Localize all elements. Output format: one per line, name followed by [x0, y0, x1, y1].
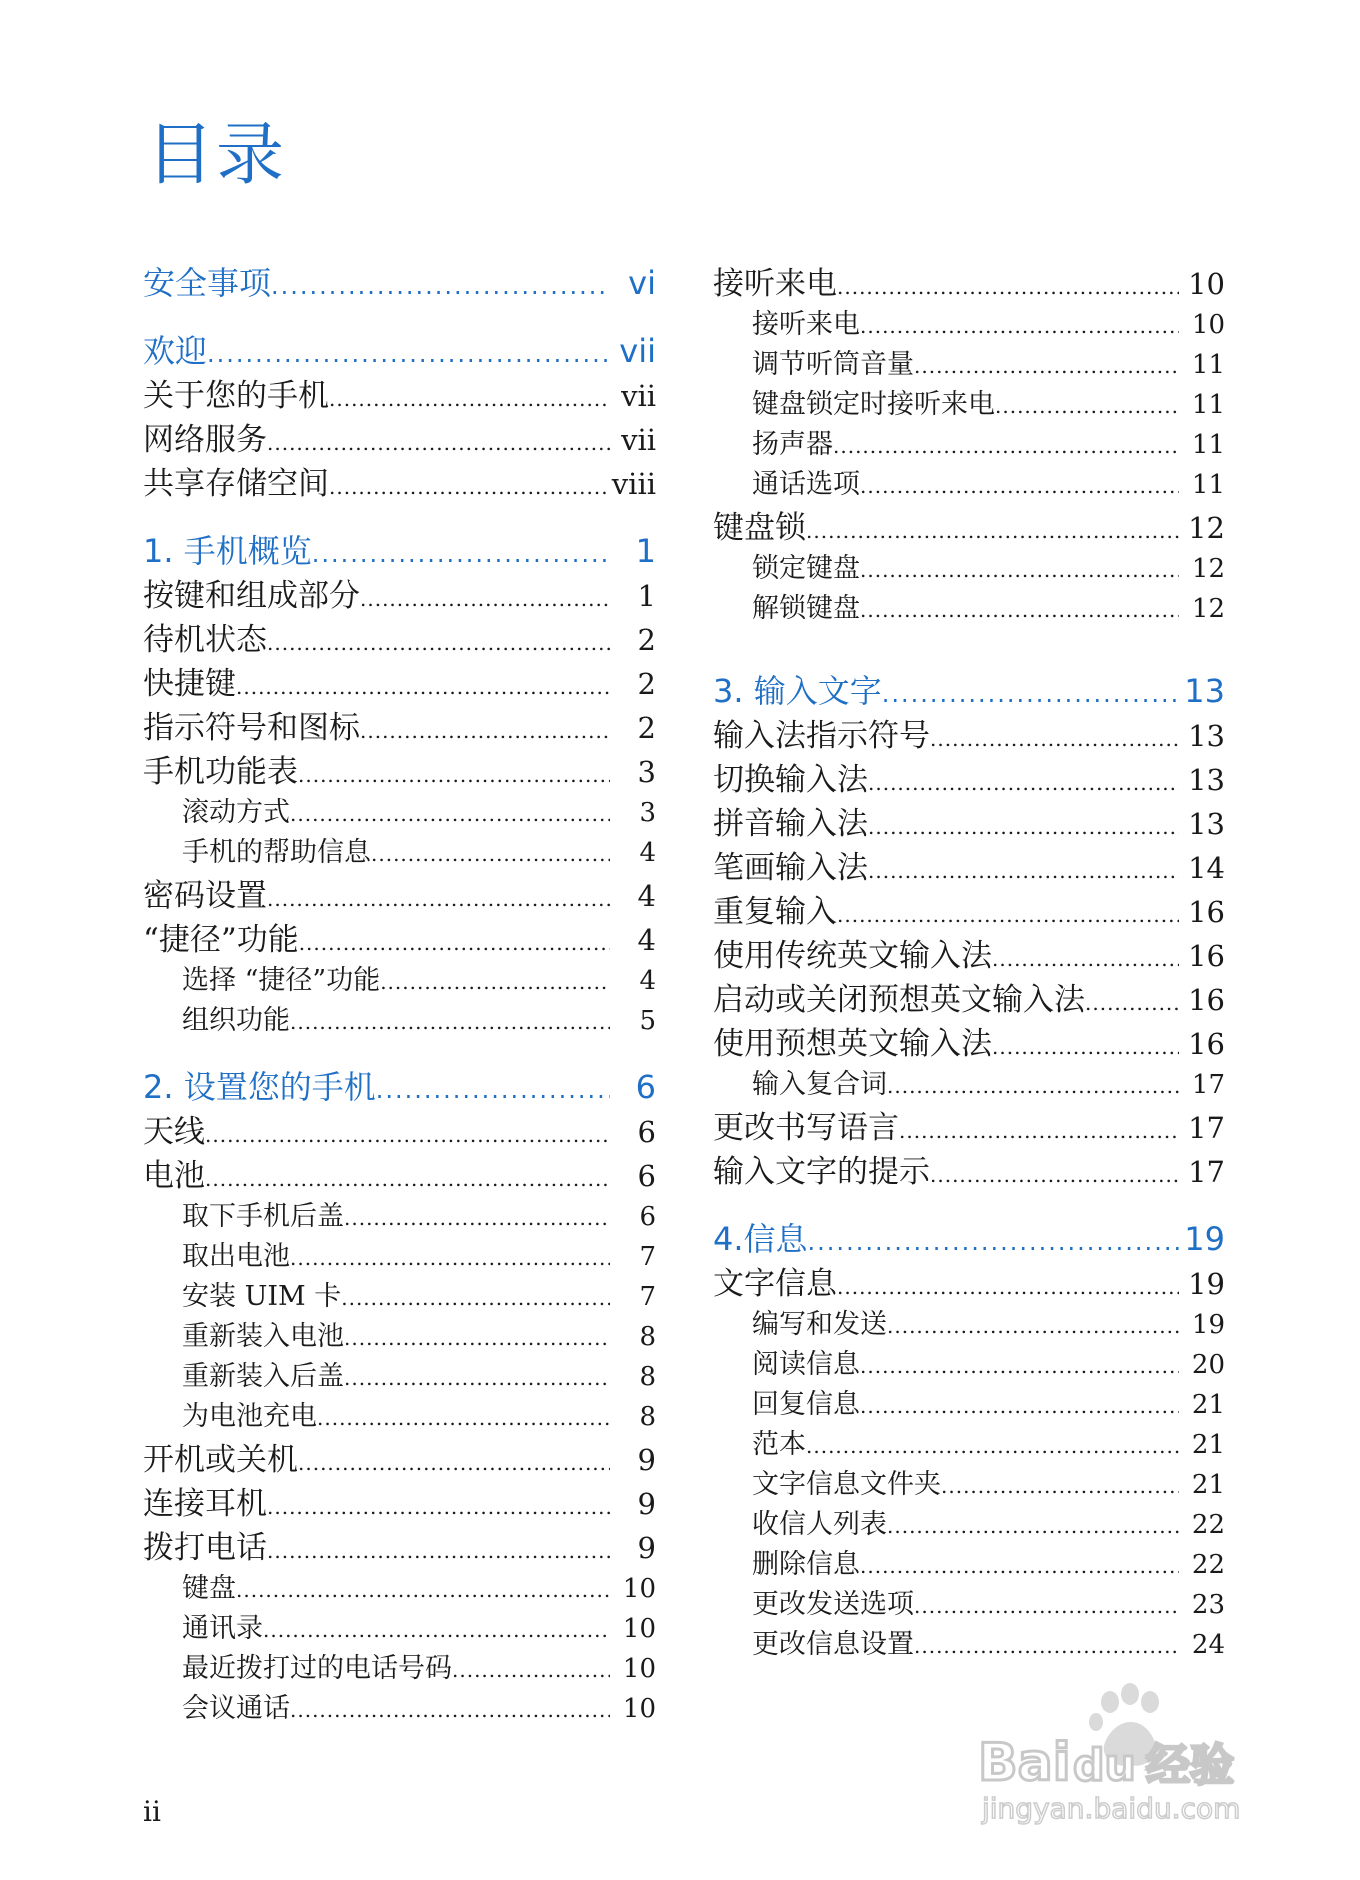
toc-sub-entry[interactable]: [143, 1566, 656, 1606]
dot-leader: [344, 1206, 610, 1230]
toc-sub-entry[interactable]: [143, 1234, 656, 1274]
toc-entry-title: 重复输入: [713, 894, 837, 930]
svg-text:du: du: [1073, 1740, 1136, 1791]
toc-entry-title: 2. 设置您的手机: [143, 1068, 376, 1106]
dot-leader: [205, 1167, 610, 1191]
dot-leader: [341, 1286, 610, 1310]
toc-sub-entry[interactable]: [143, 1194, 656, 1234]
toc-section-entry[interactable]: [713, 886, 1225, 930]
toc-sub-entry[interactable]: [143, 1354, 656, 1394]
toc-entry-page: 10: [622, 1614, 656, 1644]
toc-section-entry[interactable]: [713, 1102, 1225, 1146]
toc-entry-title: 拨打电话: [143, 1530, 267, 1566]
toc-entry-page: vii: [621, 423, 656, 457]
toc-entry-page: 5: [639, 1006, 656, 1036]
toc-entry-page: 4: [637, 879, 656, 913]
dot-leader: [329, 475, 610, 499]
dot-leader: [887, 1514, 1179, 1538]
toc-entry-page: 9: [637, 1531, 656, 1565]
toc-entry-page: 6: [637, 1159, 656, 1193]
toc-chapter-entry[interactable]: [713, 1214, 1225, 1258]
dot-leader: [868, 859, 1179, 883]
dot-leader: [806, 1434, 1179, 1458]
toc-entry-page: 12: [1191, 594, 1225, 624]
toc-entry-title: 连接耳机: [143, 1486, 267, 1522]
toc-entry-page: 8: [639, 1362, 656, 1392]
toc-section-entry[interactable]: [143, 1522, 656, 1566]
dot-leader: [299, 931, 610, 955]
dot-leader: [290, 1010, 610, 1034]
toc-entry-page: 2: [637, 623, 656, 657]
toc-entry-page: 2: [637, 711, 656, 745]
toc-sub-entry[interactable]: [713, 546, 1225, 586]
toc-entry-title: 电池: [143, 1158, 205, 1194]
toc-entry-title: 解锁键盘: [752, 593, 860, 624]
toc-section-entry[interactable]: [143, 658, 656, 702]
toc-sub-entry[interactable]: [713, 1622, 1225, 1662]
dot-leader: [833, 434, 1179, 458]
toc-entry-title: 输入复合词: [752, 1069, 887, 1100]
toc-entry-page: 6: [635, 1068, 656, 1106]
toc-entry-title: 更改书写语言: [713, 1110, 899, 1146]
toc-entry-page: 17: [1188, 1111, 1225, 1145]
dot-leader: [344, 1326, 610, 1350]
toc-entry-title: 调节听筒音量: [752, 349, 914, 380]
toc-sub-entry[interactable]: [143, 1646, 656, 1686]
toc-entry-page: 11: [1191, 470, 1225, 500]
toc-entry-page: 7: [639, 1242, 656, 1272]
toc-entry-title: 切换输入法: [713, 762, 868, 798]
dot-leader: [290, 1246, 610, 1270]
toc-entry-title: 取出电池: [182, 1241, 290, 1272]
toc-section-entry[interactable]: [143, 370, 656, 414]
dot-leader: [267, 631, 610, 655]
dot-leader: [290, 802, 610, 826]
toc-entry-page: vi: [628, 264, 656, 302]
toc-entry-title: 文字信息文件夹: [752, 1469, 941, 1500]
dot-leader: [236, 1578, 610, 1602]
dot-leader: [263, 1618, 610, 1642]
toc-entry-title: 待机状态: [143, 622, 267, 658]
toc-entry-page: 17: [1191, 1070, 1225, 1100]
dot-leader: [452, 1658, 610, 1682]
toc-entry-title: 扬声器: [752, 429, 833, 460]
toc-entry-page: 13: [1184, 672, 1225, 710]
dot-leader: [376, 1076, 610, 1104]
toc-section-entry[interactable]: [713, 1018, 1225, 1062]
toc-entry-page: 21: [1191, 1390, 1225, 1420]
toc-entry-page: 10: [622, 1694, 656, 1724]
toc-entry-title: 输入文字的提示: [713, 1154, 930, 1190]
toc-entry-title: 1. 手机概览: [143, 532, 312, 570]
toc-entry-title: 共享存储空间: [143, 466, 329, 502]
toc-entry-page: 3: [639, 798, 656, 828]
toc-entry-page: 21: [1191, 1430, 1225, 1460]
toc-sub-entry[interactable]: [713, 1302, 1225, 1342]
dot-leader: [860, 598, 1179, 622]
toc-entry-title: 键盘锁: [713, 510, 806, 546]
toc-entry-title: 锁定键盘: [752, 553, 860, 584]
toc-entry-title: 手机功能表: [143, 754, 298, 790]
toc-section-entry[interactable]: [713, 258, 1225, 302]
toc-entry-page: vii: [619, 332, 656, 370]
dot-leader: [860, 1554, 1179, 1578]
toc-chapter-entry[interactable]: [143, 326, 656, 370]
toc-entry-title: 通讯录: [182, 1613, 263, 1644]
toc-entry-title: 欢迎: [143, 332, 208, 370]
toc-entry-title: 安装 UIM 卡: [182, 1281, 342, 1312]
toc-entry-title: 组织功能: [182, 1005, 290, 1036]
toc-entry-page: 14: [1188, 851, 1225, 885]
toc-entry-title: 笔画输入法: [713, 850, 868, 886]
dot-leader: [941, 1474, 1179, 1498]
toc-section-entry[interactable]: [713, 1258, 1225, 1302]
toc-sub-entry[interactable]: [713, 1462, 1225, 1502]
toc-sub-entry[interactable]: [713, 422, 1225, 462]
toc-entry-page: vii: [621, 379, 656, 413]
toc-entry-page: 12: [1191, 554, 1225, 584]
toc-entry-page: 16: [1188, 895, 1225, 929]
toc-left-column: [143, 258, 656, 1726]
toc-entry-title: “捷径”功能: [143, 922, 299, 958]
toc-entry-page: viii: [611, 467, 656, 501]
toc-entry-title: 删除信息: [752, 1549, 860, 1580]
toc-section-entry[interactable]: [143, 1106, 656, 1150]
toc-section-entry[interactable]: [713, 1146, 1225, 1190]
dot-leader: [298, 763, 610, 787]
toc-sub-entry[interactable]: [143, 958, 656, 998]
dot-leader: [837, 275, 1179, 299]
toc-sub-entry[interactable]: [143, 1314, 656, 1354]
toc-entry-page: 16: [1188, 1027, 1225, 1061]
dot-leader: [860, 1394, 1179, 1418]
dot-leader: [806, 519, 1179, 543]
toc-sub-entry[interactable]: [713, 1542, 1225, 1582]
toc-entry-page: 10: [622, 1574, 656, 1604]
toc-sub-entry[interactable]: [713, 1382, 1225, 1422]
toc-entry-page: 8: [639, 1322, 656, 1352]
dot-leader: [298, 1451, 610, 1475]
toc-entry-title: 文字信息: [713, 1266, 837, 1302]
toc-section-entry[interactable]: [143, 746, 656, 790]
toc-entry-page: 22: [1191, 1510, 1225, 1540]
dot-leader: [860, 474, 1179, 498]
baidu-watermark-logo: [968, 1680, 1288, 1830]
toc-entry-page: 23: [1191, 1590, 1225, 1620]
toc-entry-title: 密码设置: [143, 878, 267, 914]
toc-entry-title: 回复信息: [752, 1389, 860, 1420]
toc-section-entry[interactable]: [143, 1434, 656, 1478]
toc-section-entry[interactable]: [143, 914, 656, 958]
toc-entry-page: 1: [637, 579, 656, 613]
toc-sub-entry[interactable]: [713, 462, 1225, 502]
toc-entry-title: 编写和发送: [752, 1309, 887, 1340]
toc-right-column: [713, 258, 1225, 1662]
toc-entry-title: 为电池充电: [182, 1401, 317, 1432]
dot-leader: [868, 771, 1179, 795]
dot-leader: [930, 1163, 1179, 1187]
dot-leader: [887, 1314, 1179, 1338]
toc-entry-title: 键盘: [182, 1573, 236, 1604]
toc-entry-page: 11: [1191, 430, 1225, 460]
toc-chapter-entry[interactable]: [713, 666, 1225, 710]
toc-sub-entry[interactable]: [143, 998, 656, 1038]
toc-entry-page: 13: [1188, 719, 1225, 753]
dot-leader: [837, 1275, 1179, 1299]
toc-entry-title: 拼音输入法: [713, 806, 868, 842]
toc-section-entry[interactable]: [713, 842, 1225, 886]
toc-entry-title: 使用预想英文输入法: [713, 1026, 992, 1062]
dot-leader: [271, 272, 610, 300]
dot-leader: [371, 842, 610, 866]
dot-leader: [360, 719, 610, 743]
toc-sub-entry[interactable]: [713, 586, 1225, 626]
toc-section-entry[interactable]: [713, 754, 1225, 798]
dot-leader: [267, 1539, 610, 1563]
dot-leader: [312, 540, 610, 568]
dot-leader: [868, 815, 1179, 839]
dot-leader: [267, 1495, 610, 1519]
toc-sub-entry[interactable]: [713, 1342, 1225, 1382]
toc-sub-entry[interactable]: [713, 1502, 1225, 1542]
toc-sub-entry[interactable]: [143, 1394, 656, 1434]
toc-entry-page: 16: [1188, 983, 1225, 1017]
dot-leader: [914, 1634, 1179, 1658]
toc-entry-title: 收信人列表: [752, 1509, 887, 1540]
dot-leader: [899, 1119, 1179, 1143]
toc-section-entry[interactable]: [143, 1150, 656, 1194]
toc-entry-page: 22: [1191, 1550, 1225, 1580]
toc-entry-page: 6: [639, 1202, 656, 1232]
toc-sub-entry[interactable]: [713, 1422, 1225, 1462]
toc-section-entry[interactable]: [143, 414, 656, 458]
dot-leader: [290, 1698, 610, 1722]
toc-entry-page: 2: [637, 667, 656, 701]
dot-leader: [808, 1228, 1179, 1256]
toc-entry-title: 按键和组成部分: [143, 578, 360, 614]
toc-section-entry[interactable]: [143, 870, 656, 914]
dot-leader: [882, 680, 1179, 708]
toc-entry-title: 重新装入电池: [182, 1321, 344, 1352]
toc-entry-title: 开机或关机: [143, 1442, 298, 1478]
page-title: 目录: [146, 116, 287, 195]
dot-leader: [887, 1074, 1179, 1098]
toc-section-entry[interactable]: [143, 702, 656, 746]
toc-sub-entry[interactable]: [713, 342, 1225, 382]
dot-leader: [860, 1354, 1179, 1378]
toc-sub-entry[interactable]: [143, 1274, 656, 1314]
toc-entry-page: 10: [1191, 310, 1225, 340]
toc-entry-title: 键盘锁定时接听来电: [752, 389, 995, 420]
dot-leader: [914, 354, 1179, 378]
toc-section-entry[interactable]: [143, 570, 656, 614]
toc-entry-page: 19: [1188, 1267, 1225, 1301]
toc-entry-page: 4: [639, 966, 656, 996]
toc-entry-page: 17: [1188, 1155, 1225, 1189]
dot-leader: [995, 394, 1179, 418]
dot-leader: [992, 1035, 1179, 1059]
toc-sub-entry[interactable]: [143, 790, 656, 830]
dot-leader: [1085, 991, 1179, 1015]
toc-entry-title: 指示符号和图标: [143, 710, 360, 746]
toc-section-entry[interactable]: [713, 502, 1225, 546]
toc-entry-title: 更改信息设置: [752, 1629, 914, 1660]
toc-entry-title: 滚动方式: [182, 797, 290, 828]
toc-sub-entry[interactable]: [143, 830, 656, 870]
toc-section-entry[interactable]: [143, 1478, 656, 1522]
toc-entry-title: 天线: [143, 1114, 205, 1150]
toc-entry-title: 取下手机后盖: [182, 1201, 344, 1232]
dot-leader: [914, 1594, 1179, 1618]
dot-leader: [267, 431, 610, 455]
toc-entry-page: 4: [637, 923, 656, 957]
toc-entry-title: 最近拨打过的电话号码: [182, 1653, 452, 1684]
page-number: ii: [143, 1795, 161, 1828]
toc-sub-entry[interactable]: [713, 302, 1225, 342]
toc-entry-page: 24: [1191, 1630, 1225, 1660]
toc-entry-page: 1: [635, 532, 656, 570]
toc-entry-title: 手机的帮助信息: [182, 837, 371, 868]
toc-entry-page: 6: [637, 1115, 656, 1149]
dot-leader: [380, 970, 610, 994]
toc-entry-page: 13: [1188, 763, 1225, 797]
toc-chapter-entry[interactable]: [143, 1062, 656, 1106]
toc-entry-page: 12: [1188, 511, 1225, 545]
toc-entry-page: 10: [1188, 267, 1225, 301]
dot-leader: [267, 887, 610, 911]
toc-entry-title: 网络服务: [143, 422, 267, 458]
toc-entry-page: 11: [1191, 390, 1225, 420]
dot-leader: [860, 558, 1179, 582]
toc-entry-page: 16: [1188, 939, 1225, 973]
toc-section-entry[interactable]: [143, 614, 656, 658]
svg-text:经验: 经验: [1146, 1740, 1234, 1791]
toc-sub-entry[interactable]: [143, 1686, 656, 1726]
dot-leader: [360, 587, 610, 611]
toc-section-entry[interactable]: [713, 974, 1225, 1018]
dot-leader: [837, 903, 1179, 927]
dot-leader: [236, 675, 610, 699]
toc-entry-title: 启动或关闭预想英文输入法: [713, 982, 1085, 1018]
dot-leader: [992, 947, 1179, 971]
toc-entry-page: 19: [1184, 1220, 1225, 1258]
dot-leader: [930, 727, 1179, 751]
toc-entry-page: 21: [1191, 1470, 1225, 1500]
toc-section-entry[interactable]: [713, 710, 1225, 754]
toc-entry-page: 8: [639, 1402, 656, 1432]
toc-section-entry[interactable]: [713, 930, 1225, 974]
toc-entry-page: 9: [637, 1487, 656, 1521]
toc-entry-title: 快捷键: [143, 666, 236, 702]
toc-entry-page: 13: [1188, 807, 1225, 841]
toc-sub-entry[interactable]: [713, 1582, 1225, 1622]
toc-sub-entry[interactable]: [713, 1062, 1225, 1102]
toc-section-entry[interactable]: [713, 798, 1225, 842]
svg-text:jingyan.baidu.com: jingyan.baidu.com: [982, 1792, 1241, 1825]
toc-entry-title: 接听来电: [752, 309, 860, 340]
dot-leader: [207, 340, 610, 368]
toc-entry-page: 20: [1191, 1350, 1225, 1380]
toc-section-entry[interactable]: [143, 458, 656, 502]
toc-entry-title: 通话选项: [752, 469, 860, 500]
dot-leader: [344, 1366, 610, 1390]
toc-entry-title: 选择 “捷径”功能: [182, 965, 381, 996]
toc-entry-title: 输入法指示符号: [713, 718, 930, 754]
toc-entry-page: 10: [622, 1654, 656, 1684]
toc-chapter-entry[interactable]: [143, 526, 656, 570]
toc-sub-entry[interactable]: [713, 382, 1225, 422]
toc-entry-page: 11: [1191, 350, 1225, 380]
svg-text:Bai: Bai: [978, 1733, 1071, 1793]
dot-leader: [205, 1123, 610, 1147]
toc-entry-title: 3. 输入文字: [713, 672, 882, 710]
toc-entry-page: 9: [637, 1443, 656, 1477]
toc-entry-title: 重新装入后盖: [182, 1361, 344, 1392]
toc-chapter-entry[interactable]: [143, 258, 656, 302]
toc-entry-title: 更改发送选项: [752, 1589, 914, 1620]
toc-entry-page: 19: [1191, 1310, 1225, 1340]
toc-entry-title: 接听来电: [713, 266, 837, 302]
toc-entry-title: 关于您的手机: [143, 378, 329, 414]
dot-leader: [329, 387, 610, 411]
toc-entry-title: 使用传统英文输入法: [713, 938, 992, 974]
toc-entry-page: 3: [637, 755, 656, 789]
dot-leader: [317, 1406, 610, 1430]
toc-entry-title: 4.信息: [713, 1220, 808, 1258]
toc-entry-title: 安全事项: [143, 264, 272, 302]
toc-entry-title: 阅读信息: [752, 1349, 860, 1380]
toc-sub-entry[interactable]: [143, 1606, 656, 1646]
toc-entry-title: 范本: [752, 1429, 806, 1460]
toc-entry-page: 4: [639, 838, 656, 868]
dot-leader: [860, 314, 1179, 338]
toc-entry-page: 7: [639, 1282, 656, 1312]
toc-entry-title: 会议通话: [182, 1693, 290, 1724]
